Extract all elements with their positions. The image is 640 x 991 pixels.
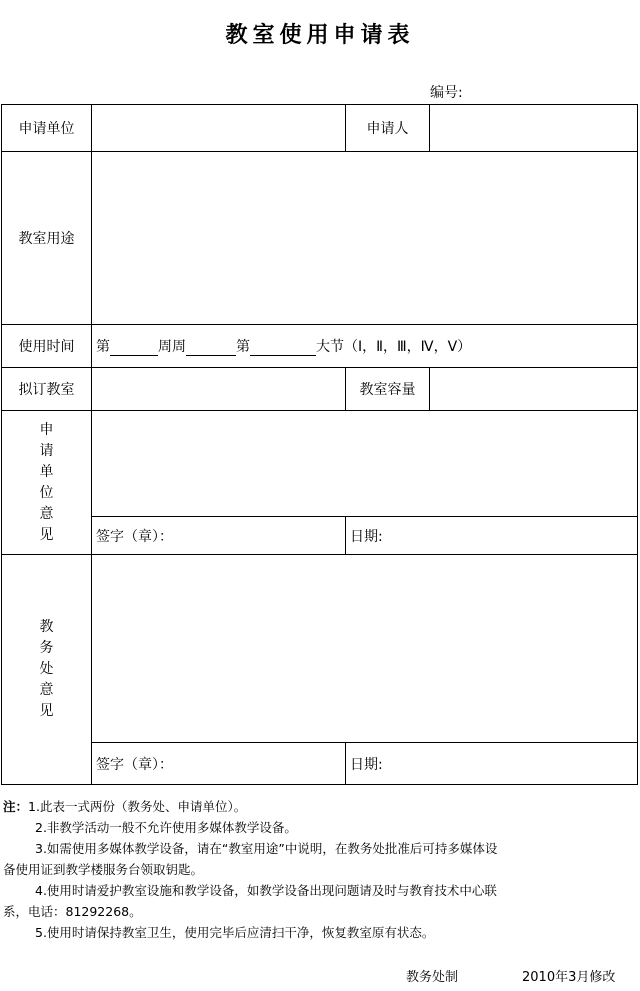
notes-section — [3, 796, 635, 943]
purpose-field[interactable] — [92, 152, 638, 325]
week-number-blank[interactable] — [110, 341, 158, 356]
office-date-label: 日期: — [350, 756, 383, 773]
office-date-field[interactable] — [346, 743, 638, 785]
unit-opinion-char: 位 — [39, 484, 54, 501]
office-opinion-char: 见 — [39, 703, 54, 719]
unit-opinion-char: 意 — [39, 505, 54, 522]
office-opinion-field[interactable] — [92, 555, 638, 743]
note-item-continued: 备使用证到教学楼服务台领取钥匙。 — [3, 862, 204, 877]
unit-opinion-char: 请 — [39, 442, 54, 459]
office-opinion-char: 务 — [39, 640, 54, 656]
note-item: 4.使用时请爱护教室设施和教学设备，如教学设备出现问题请及时与教育技术中心联 — [35, 883, 497, 898]
weekday-blank[interactable] — [186, 341, 236, 356]
application-form-table — [1, 104, 638, 785]
office-signature-field[interactable] — [92, 743, 346, 785]
time-period-prefix: 第 — [236, 339, 250, 355]
note-item: 3.如需使用多媒体教学设备，请在“教室用途”中说明，在教务处批准后可持多媒体设 — [35, 841, 498, 856]
unit-opinion-char: 单 — [39, 463, 54, 480]
office-opinion-char: 教 — [39, 619, 54, 635]
note-item: 5.使用时请保持教室卫生，使用完毕后应清扫干净，恢复教室原有状态。 — [35, 925, 435, 940]
proposed-room-field[interactable] — [92, 368, 346, 411]
time-weekday-text: 周周 — [158, 339, 186, 355]
unit-date-label: 日期: — [350, 528, 383, 545]
proposed-room-label: 拟订教室 — [2, 368, 92, 411]
purpose-label: 教室用途 — [2, 152, 92, 325]
period-blank[interactable] — [250, 341, 316, 356]
usage-time-label: 使用时间 — [2, 325, 92, 368]
applicant-field[interactable] — [430, 105, 638, 152]
unit-signature-field[interactable] — [92, 517, 346, 555]
time-week-prefix: 第 — [96, 339, 110, 355]
unit-opinion-char: 见 — [39, 526, 54, 543]
usage-time-field[interactable] — [92, 325, 638, 368]
office-opinion-char: 处 — [39, 661, 54, 677]
note-line — [3, 796, 635, 817]
note-item: 2.非教学活动一般不允许使用多媒体教学设备。 — [35, 820, 297, 835]
unit-opinion-field[interactable] — [92, 411, 638, 517]
notes-lead: 注： — [3, 799, 29, 814]
footer-revision: 2010年3月修改 — [522, 970, 616, 985]
unit-signature-label: 签字（章）： — [96, 528, 173, 545]
office-opinion-label — [2, 555, 92, 785]
footer-issuer: 教务处制 — [406, 970, 459, 985]
note-item-continued: 系，电话：81292268。 — [3, 904, 142, 919]
unit-date-field[interactable] — [346, 517, 638, 555]
applicant-label: 申请人 — [346, 105, 430, 152]
unit-opinion-char: 申 — [39, 421, 54, 438]
note-item: 1.此表一式两份（教务处、申请单位）。 — [28, 799, 247, 814]
form-title: 教室使用申请表 — [225, 23, 415, 48]
serial-number-label: 编号: — [430, 85, 463, 101]
office-opinion-char: 意 — [39, 682, 54, 698]
time-period-options: 大节（Ⅰ，Ⅱ，Ⅲ，Ⅳ，Ⅴ） — [316, 339, 472, 355]
office-signature-label: 签字（章）： — [96, 756, 173, 773]
applicant-unit-field[interactable] — [92, 105, 346, 152]
unit-opinion-label — [2, 411, 92, 555]
room-capacity-field[interactable] — [430, 368, 638, 411]
room-capacity-label: 教室容量 — [346, 368, 430, 411]
applicant-unit-label: 申请单位 — [2, 105, 92, 152]
